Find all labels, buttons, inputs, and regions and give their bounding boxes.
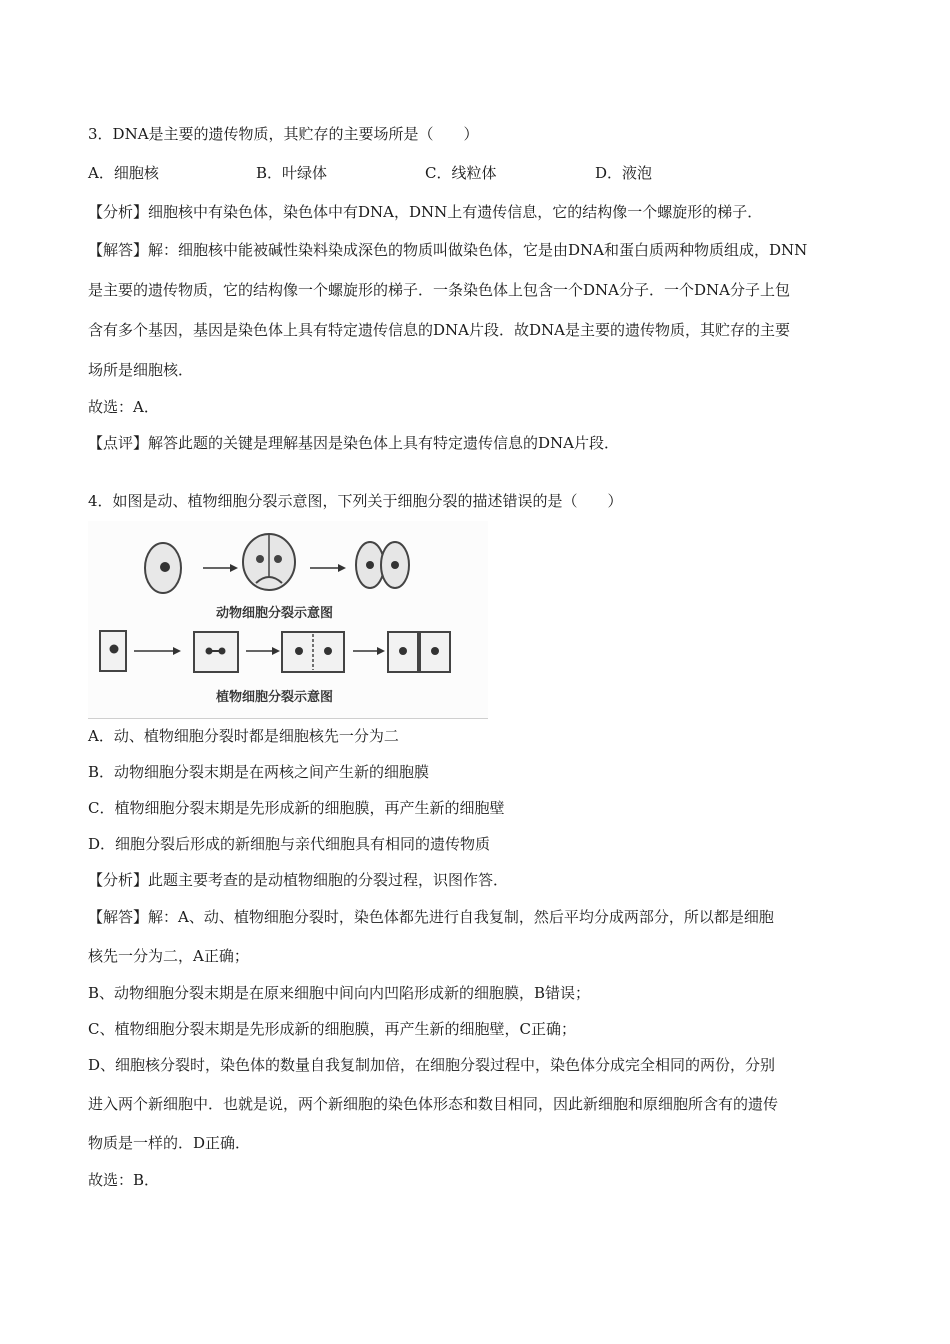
q3-answer-line: 场所是细胞核．	[88, 361, 194, 379]
q3-answer-line: 【解答】解：细胞核中能被碱性染料染成深色的物质叫做染色体，它是由DNA和蛋白质两种物质组成，DNN	[88, 241, 808, 259]
q3-options	[88, 163, 848, 183]
cell-division-diagram	[88, 521, 488, 718]
q4-answer-line: B、动物细胞分裂末期是在原来细胞中间向内凹陷形成新的细胞膜，B错误；	[88, 984, 591, 1002]
arrow-icon	[203, 564, 238, 572]
q3-option-b: B．叶绿体	[256, 164, 328, 182]
q4-answer-line: D、细胞核分裂时，染色体的数量自我复制加倍，在细胞分裂过程中，染色体分成完全相同的两份，分别	[88, 1056, 776, 1074]
q4-option-c: C．植物细胞分裂末期是先形成新的细胞膜，再产生新的细胞壁	[88, 799, 505, 817]
arrow-icon	[353, 647, 385, 655]
q3-answer-line: 含有多个基因，基因是染色体上具有特定遗传信息的DNA片段．故DNA是主要的遗传物质，其贮存的主要	[88, 321, 790, 339]
q4-choice: 故选：B．	[88, 1171, 160, 1189]
q4-question: 4．如图是动、植物细胞分裂示意图，下列关于细胞分裂的描述错误的是（ ）	[88, 492, 623, 510]
q3-answer-line: 是主要的遗传物质，它的结构像一个螺旋形的梯子．一条染色体上包含一个DNA分子．一个DNA分子上包	[88, 281, 790, 299]
arrow-icon	[134, 647, 181, 655]
q3-choice: 故选：A．	[88, 398, 159, 416]
q4-answer-line: C、植物细胞分裂末期是先形成新的细胞膜，再产生新的细胞壁，C正确；	[88, 1020, 576, 1038]
q4-answer-line: 【解答】解：A、动、植物细胞分裂时，染色体都先进行自我复制，然后平均分成两部分，所以都是细胞	[88, 908, 774, 926]
q3-option-a: A．细胞核	[88, 164, 159, 182]
animal-cell-dividing	[243, 534, 295, 590]
arrow-icon	[310, 564, 346, 572]
q3-comment: 【点评】解答此题的关键是理解基因是染色体上具有特定遗传信息的DNA片段．	[88, 434, 619, 452]
plant-caption: 植物细胞分裂示意图	[216, 690, 334, 705]
plant-cell-single	[100, 631, 126, 671]
q4-option-b: B．动物细胞分裂末期是在两核之间产生新的细胞膜	[88, 763, 430, 781]
q3-option-d: D．液泡	[595, 164, 653, 182]
q3-analysis: 【分析】细胞核中有染色体，染色体中有DNA，DNN上有遗传信息，它的结构像一个螺旋形的梯子．	[88, 203, 763, 221]
plant-cell-dividing	[194, 632, 238, 672]
q3-option-c: C．线粒体	[425, 164, 497, 182]
arrow-icon	[246, 647, 280, 655]
q4-analysis: 【分析】此题主要考查的是动植物细胞的分裂过程，识图作答．	[88, 871, 509, 889]
plant-cells-divided	[388, 632, 450, 672]
animal-cell-single	[145, 543, 181, 593]
plant-cells-forming-wall	[282, 632, 344, 672]
cell-division-figure	[88, 521, 488, 719]
q3-question: 3．DNA是主要的遗传物质，其贮存的主要场所是（ ）	[88, 125, 479, 143]
q4-option-a: A．动、植物细胞分裂时都是细胞核先一分为二	[88, 727, 399, 745]
q4-option-d: D．细胞分裂后形成的新细胞与亲代细胞具有相同的遗传物质	[88, 835, 491, 853]
q4-answer-line: 核先一分为二，A正确；	[88, 947, 249, 965]
q4-answer-line: 进入两个新细胞中．也就是说，两个新细胞的染色体形态和数目相同，因此新细胞和原细胞所含有的遗传	[88, 1095, 779, 1113]
animal-cells-divided	[356, 542, 409, 588]
q4-answer-line: 物质是一样的．D正确．	[88, 1134, 251, 1152]
animal-caption: 动物细胞分裂示意图	[216, 606, 334, 621]
